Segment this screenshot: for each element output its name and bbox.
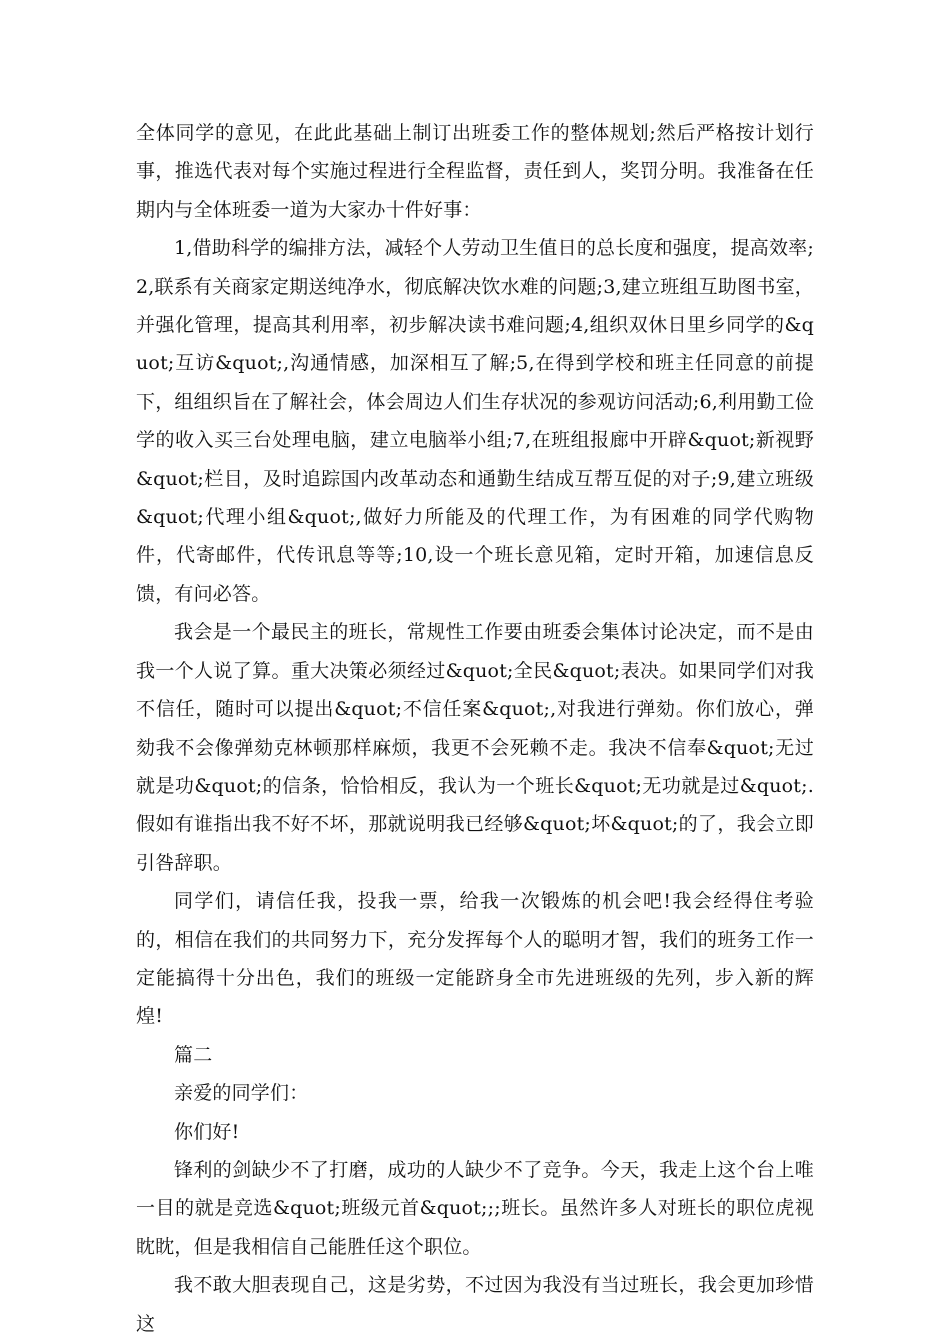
section-heading-part-two: 篇二	[174, 1043, 213, 1066]
paragraph-call-for-votes: 同学们，请信任我，投我一票，给我一次锻炼的机会吧!我会经得住考验的，相信在我们的共同努力下，充分发挥每个人的聪明才智，我们的班务工作一定能搞得十分出色，我们的班级一定能跻身全市先进班级的先列，步入新的辉煌!	[136, 890, 814, 1028]
paragraph-democratic-leader: 我会是一个最民主的班长，常规性工作要由班委会集体讨论决定，而不是由我一个人说了算。重大决策必须经过&quot;全民&quot;表决。如果同学们对我不信任，随时可以提出&quot;不信任案&quot;,对我进行弹劾。你们放心，弹劾我不会像弹劾克林顿那样麻烦，我更不会死赖不走。我决不信奉&quot;无过就是功&quot;的信条，恰恰相反，我认为一个班长&quot;无功就是过&quot;.假如有谁指出我不好不坏，那就说明我已经够&quot;坏&quot;的了，我会立即引咎辞职。	[136, 621, 814, 874]
paragraph-competition: 锋利的剑缺少不了打磨，成功的人缺少不了竞争。今天，我走上这个台上唯一目的就是竞选&quot;班级元首&quot;;;班长。虽然许多人对班长的职位虎视眈眈，但是我相信自己能胜任这个职位。	[136, 1158, 814, 1258]
greeting: 你们好!	[174, 1120, 240, 1143]
salutation: 亲爱的同学们：	[174, 1082, 309, 1105]
paragraph-intro: 全体同学的意见，在此此基础上制订出班委工作的整体规划;然后严格按计划行事，推选代表对每个实施过程进行全程监督，责任到人，奖罚分明。我准备在任期内与全体班委一道为大家办十件好事：	[136, 122, 814, 221]
paragraph-ten-good-deeds: 1,借助科学的编排方法，减轻个人劳动卫生值日的总长度和强度，提高效率;2,联系有关商家定期送纯净水，彻底解决饮水难的问题;3,建立班组互助图书室，并强化管理，提高其利用率，初步解决读书难问题;4,组织双休日里乡同学的&quot;互访&quot;,沟通情感，加深相互了解;5,在得到学校和班主任同意的前提下，组组织旨在了解社会，体会周边人们生存状况的参观访问活动;6,利用勤工俭学的收入买三台处理电脑，建立电脑举小组;7,在班组报廊中开辟&quot;新视野&quot;栏目，及时追踪国内改革动态和通勤生结成互帮互促的对子;9,建立班级&quot;代理小组&quot;,做好力所能及的代理工作，为有困难的同学代购物件，代寄邮件，代传讯息等等;10,设一个班长意见箱，定时开箱，加速信息反馈，有问必答。	[136, 237, 814, 605]
paragraph-weakness: 我不敢大胆表现自己，这是劣势，不过因为我没有当过班长，我会更加珍惜这	[136, 1274, 814, 1335]
